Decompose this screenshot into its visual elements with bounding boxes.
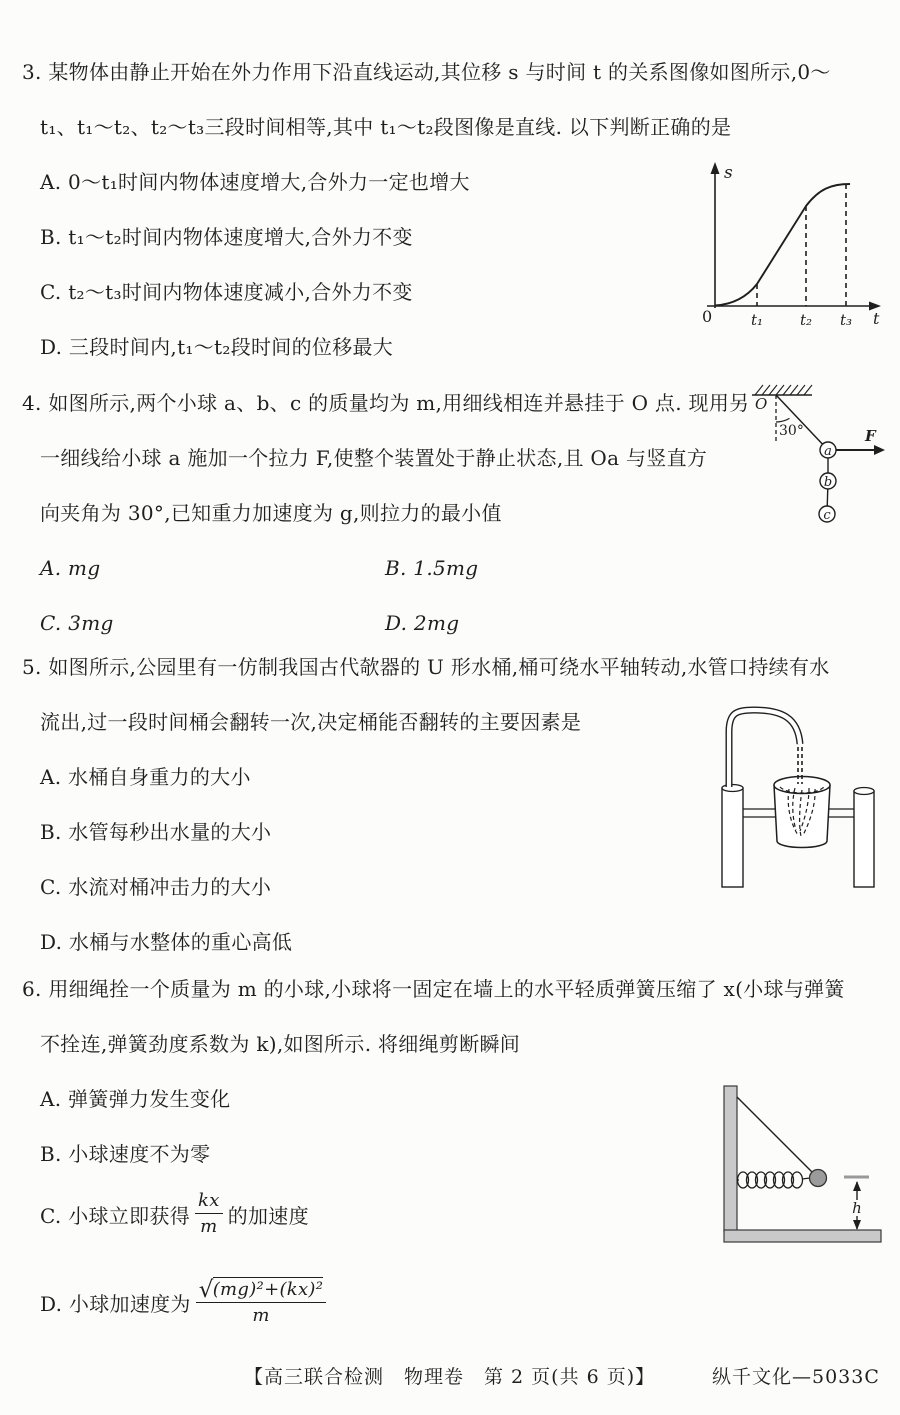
right-post-top <box>854 788 874 795</box>
force-f-label: F <box>865 427 876 445</box>
q6-stem-line-2: 不拴连,弹簧劲度系数为 k),如图所示. 将细绳剪断瞬间 <box>40 1032 521 1056</box>
water-pipe-inner <box>729 710 800 787</box>
q6-option-a: A. 弹簧弹力发生变化 <box>40 1087 231 1111</box>
fraction-numerator <box>196 1277 327 1302</box>
t3-tick-label: t₃ <box>839 311 853 329</box>
q4-option-b: B. 1.5mg <box>385 556 479 580</box>
ball-a-label: a <box>824 444 832 459</box>
q4-option-a: A. mg <box>40 556 101 580</box>
string <box>737 1097 818 1178</box>
wall <box>724 1086 737 1232</box>
q5-tilting-bucket-diagram <box>692 688 897 893</box>
footer-publisher-code: 纵千文化—5033C <box>712 1366 880 1388</box>
q5-stem-line-2: 流出,过一段时间桶会翻转一次,决定桶能否翻转的主要因素是 <box>40 710 582 734</box>
q6-option-b: B. 小球速度不为零 <box>40 1142 211 1166</box>
ceiling-hatching <box>752 385 812 395</box>
q4-options-row-1 <box>0 541 900 596</box>
q5-option-b: B. 水管每秒出水量的大小 <box>40 820 272 844</box>
q4-stem-line-3: 向夹角为 30°,已知重力加速度为 g,则拉力的最小值 <box>40 501 502 525</box>
q6-stem-line-1: 6. 用细绳拴一个质量为 m 的小球,小球将一固定在墙上的水平轻质弹簧压缩了 x(小球与弹簧 <box>22 977 845 1001</box>
angle-arc <box>776 418 790 422</box>
y-axis-label: s <box>724 163 733 183</box>
q3-option-d: D. 三段时间内,t₁～t₂段时间的位移最大 <box>40 335 394 359</box>
q4-stem-line-2: 一细线给小球 a 施加一个拉力 F,使整个装置处于静止状态,且 Oa 与竖直方 <box>40 446 708 470</box>
x-axis-label: t <box>873 309 880 328</box>
floor <box>724 1230 881 1242</box>
q5-option-d: D. 水桶与水整体的重心高低 <box>40 930 293 954</box>
spring-coils <box>737 1172 810 1188</box>
ball <box>810 1170 827 1187</box>
height-label: h <box>852 1199 862 1217</box>
ball-b-label: b <box>823 475 833 490</box>
point-o-label: O <box>755 395 768 413</box>
q5-stem-line-1: 5. 如图所示,公园里有一仿制我国古代欹器的 U 形水桶,桶可绕水平轴转动,水管口持续有水 <box>22 655 830 679</box>
q5-option-a: A. 水桶自身重力的大小 <box>40 765 251 789</box>
fraction-denominator: m <box>195 1213 223 1238</box>
y-axis-arrow-icon <box>711 162 720 174</box>
fraction-numerator: kx <box>198 1190 220 1212</box>
q4-stem-line-1: 4. 如图所示,两个小球 a、b、c 的质量均为 m,用细线相连并悬挂于 O 点. 现用另 <box>22 391 750 415</box>
bucket-bottom <box>777 841 827 848</box>
q3-option-b: B. t₁～t₂时间内物体速度增大,合外力不变 <box>40 225 413 249</box>
q3-option-a: A. 0～t₁时间内物体速度增大,合外力一定也增大 <box>40 170 470 194</box>
sqrt-radicand: (mg)²+(kx)² <box>212 1279 324 1301</box>
q6-option-c-text-end: 的加速度 <box>227 1203 309 1228</box>
sqrt-symbol: √ <box>198 1276 214 1303</box>
footer-page-info: 【高三联合检测 物理卷 第 2 页(共 6 页)】 <box>244 1366 656 1388</box>
q6-option-d-text: D. 小球加速度为 <box>40 1291 191 1316</box>
q6-spring-ball-wall-diagram <box>692 1064 897 1279</box>
fraction-denominator: m <box>196 1302 327 1327</box>
q3-option-c: C. t₂～t₃时间内物体速度减小,合外力不变 <box>40 280 413 304</box>
right-post <box>854 791 874 887</box>
force-f-arrowhead-icon <box>874 445 885 455</box>
q4-hanging-balls-diagram <box>746 378 898 548</box>
q4-option-c: C. 3mg <box>40 611 114 635</box>
origin-label: 0 <box>702 307 713 326</box>
q3-stem-line-2: t₁、t₁～t₂、t₂～t₃三段时间相等,其中 t₁～t₂段图像是直线. 以下判断正确的是 <box>40 115 732 139</box>
t2-tick-label: t₂ <box>799 311 813 329</box>
q5-option-c: C. 水流对桶冲击力的大小 <box>40 875 272 899</box>
left-post <box>722 788 743 887</box>
q4-option-d: D. 2mg <box>385 611 460 635</box>
t1-tick-label: t₁ <box>750 311 764 329</box>
ball-c-label: c <box>823 508 831 523</box>
q3-stem-line-1: 3. 某物体由静止开始在外力作用下沿直线运动,其位移 s 与时间 t 的关系图像如图所示,0～ <box>22 60 831 84</box>
q6-option-c-text: C. 小球立即获得 <box>40 1203 191 1228</box>
s-t-curve <box>715 184 850 306</box>
angle-label: 30° <box>779 423 804 439</box>
q6-option-c-fraction <box>195 1190 223 1238</box>
q3-displacement-time-graph <box>698 158 893 336</box>
q6-option-d-fraction <box>196 1277 327 1327</box>
